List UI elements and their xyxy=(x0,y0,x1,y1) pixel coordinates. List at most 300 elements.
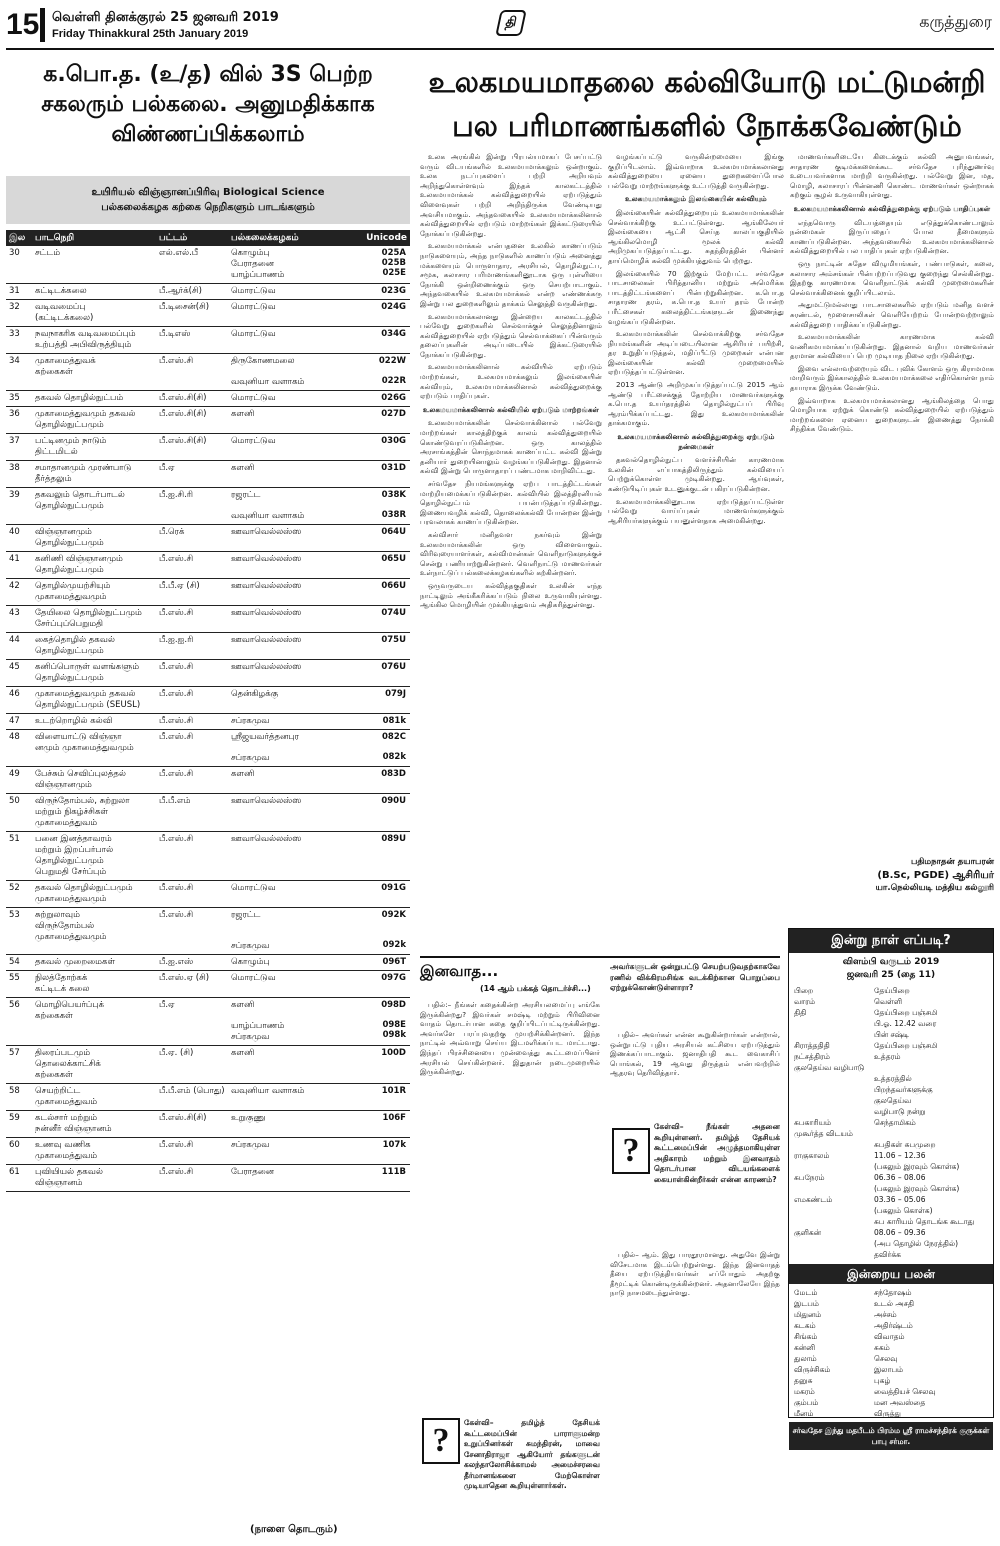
almanac-value: (பகலும் கொள்க) xyxy=(874,1206,933,1215)
university: வவுனியா வளாகம் xyxy=(228,1084,346,1111)
almanac-row xyxy=(789,1216,993,1227)
course-code: 082C 082k xyxy=(346,730,410,767)
almanac-label xyxy=(794,1106,874,1117)
article-column-2 xyxy=(608,152,784,932)
author-school: யா.நெல்லியடி மத்திய கல்லூரி xyxy=(875,883,994,893)
degree: பீ.எஸ்.சி(சி) xyxy=(156,434,228,461)
zodiac-row xyxy=(789,1309,993,1320)
degree: பீ.ஏ xyxy=(156,998,228,1046)
university: களனி xyxy=(228,461,346,488)
almanac-row xyxy=(789,1007,993,1018)
course-name: முகாமைத்துவமும் தகவல் தொழில்நுட்பமும் (SEUSL) xyxy=(32,687,156,714)
university: உறுகுணு xyxy=(228,1111,346,1138)
paragraph: பதில்– அவர்கள் என்ன கூறுகின்றார்கள் என்றால், ஒன்றுபட்டு புதிய அரசியல் கட்சியை ஏற்படுத்தும் இணக்கப்பாடாகும். ஜனாதிபதி கூட வைகாசிப் பொங்கல், 19 ஆவது திருத்தம் என்பவற்றில் ஆதரவு தெரிவித்தார். xyxy=(610,1030,780,1078)
course-name: பட்டினமும் நாடும் திட்டமிடல் xyxy=(32,434,156,461)
course-code: 091G xyxy=(346,881,410,908)
zodiac-sign: கன்னி xyxy=(794,1343,816,1352)
university: தென்கிழக்கு xyxy=(228,687,346,714)
paragraph: உலகமயமாக்கலானது இன்றைய காலகட்டத்தில் பல்வேறு துறைகளில் செல்வாக்குச் செலுத்தினாலும் கல்வித்துறையில் ஏற்படுத்தும் செல்வாக்கைப் பின்வரும் தலைப்புகளின் அடிப்படையில் இக்கட்டுரையில் நோக்கப்படுகின்றது. xyxy=(420,311,602,359)
page-number: 15 xyxy=(6,8,40,41)
column-subheading: உலகமயமாக்கலினால் கல்வியில் ஏற்படும் மாற்றங்கள் xyxy=(422,404,600,414)
university: சப்ரகமுவ xyxy=(228,714,346,730)
almanac-label: எமகண்டம் xyxy=(794,1195,833,1204)
zodiac-row xyxy=(789,1386,993,1397)
university: கொழும்பு xyxy=(228,955,346,971)
degree: பீ.ஐ.சி.ரி xyxy=(156,488,228,525)
paragraph: இலங்கையில் 70 இற்கும் மேற்பட்ட சர்வதேச பாடசாலைகள் பிரித்தானிய மற்றும் அமெரிக்க பாடத்திட்டங்களைப் பின்பற்றுகின்றன. க.பொ.த சாதாரண தரம், க.பொ.த உயர் தரம் போன்ற பரீட்சைகள் கலைத்திட்டங்களுடன் இணைந்து வழங்கப்படுகின்றன. xyxy=(608,268,784,326)
almanac-row xyxy=(789,1062,993,1073)
course-code: 026G xyxy=(346,391,410,407)
row-number: 32 xyxy=(6,300,32,327)
course-code: 107k xyxy=(346,1138,410,1165)
row-number: 36 xyxy=(6,407,32,434)
zodiac-sign: மேடம் xyxy=(794,1288,818,1297)
course-name: செயற்றிட்ட முகாமைத்துவம் xyxy=(32,1084,156,1111)
university: களனி xyxy=(228,407,346,434)
table-row xyxy=(6,687,410,714)
table-row xyxy=(6,391,410,407)
almanac-value: 08.06 – 09.36 xyxy=(874,1228,926,1237)
course-name: திரைப்படமும் தொலைக்காட்சிக் கற்கைகள் xyxy=(32,1046,156,1084)
almanac-label xyxy=(794,1205,874,1216)
question-mark-icon: ? xyxy=(422,1418,460,1464)
table-row xyxy=(6,1084,410,1111)
almanac-value: உத்தரத்தில் xyxy=(874,1074,912,1083)
course-name: கடல்சார் மற்றும் நன்னீர் விஞ்ஞானம் xyxy=(32,1111,156,1138)
row-number: 48 xyxy=(6,730,32,767)
row-number: 42 xyxy=(6,579,32,606)
zodiac-sign: தனுசு xyxy=(794,1376,813,1385)
course-name: மொழிபெயர்ப்புக் கற்கைகள் xyxy=(32,998,156,1046)
inavatham-continuation: (14 ஆம் பக்கத் தொடர்ச்சி...) xyxy=(480,984,591,993)
course-code: 065U xyxy=(346,552,410,579)
row-number: 31 xyxy=(6,284,32,300)
course-code: 083D xyxy=(346,767,410,794)
university: கொழும்பு பேராதனை யாழ்ப்பாணம் xyxy=(228,246,346,284)
zodiac-row xyxy=(789,1331,993,1342)
course-name: தகவல் தொழில்நுட்பமும் முகாமைத்துவமும் xyxy=(32,881,156,908)
university: பேராதனை xyxy=(228,1165,346,1192)
degree: பீ.எஸ்.சி xyxy=(156,687,228,714)
question-mark-icon: ? xyxy=(612,1128,650,1174)
newspaper-logo-icon: தி xyxy=(495,10,527,36)
degree: பீ.எஸ்.ஏ (சி) xyxy=(156,971,228,998)
article-column-1 xyxy=(420,152,602,852)
university: ரஜரட்ட சப்ரகமுவ xyxy=(228,908,346,955)
table-row xyxy=(6,488,410,525)
zodiac-row xyxy=(789,1397,993,1408)
almanac-value: 03.36 – 05.06 xyxy=(874,1195,926,1204)
almanac-title: இன்று நாள் எப்படி? xyxy=(789,929,993,953)
degree: பீ.எஸ்.சி xyxy=(156,1165,228,1192)
degree: பீ.எஸ்.சி(சி) xyxy=(156,1111,228,1138)
header-rule xyxy=(6,48,994,50)
course-name: புவியியல் தகவல் விஞ்ஞானம் xyxy=(32,1165,156,1192)
almanac-row xyxy=(789,1183,993,1194)
course-name: பனை இனத்தாவரம் மற்றும் இறப்பர்பால் தொழில்நுட்பமும் பெறுமதி சேர்ப்பும் xyxy=(32,832,156,881)
zodiac-sign: மிதுனம் xyxy=(794,1310,822,1319)
university: மொரட்டுவ xyxy=(228,434,346,461)
course-code: 106F xyxy=(346,1111,410,1138)
paragraph: சர்வதேச நியமங்களுக்கு ஏற்ப பாடத்திட்டங்கள் மாற்றியமைக்கப்படுகின்றன. கல்வியில் இலத்திரனியல் தொழில்நுட்பம் பயன்படுத்தப்படுகின்றது. இணையவழிக் கல்வி, தொலைக்கல்வி போன்றன இன்று பரவலாகக் காணப்படுகின்றன. xyxy=(420,479,602,527)
degree: பீ.எஸ்.சி xyxy=(156,832,228,881)
university: ஊவாவெல்லஸ்ஸ xyxy=(228,552,346,579)
author-title: (B.Sc, PGDE) ஆசிரியர் xyxy=(877,870,994,881)
almanac-value: வெள்ளி xyxy=(874,997,903,1006)
table-row xyxy=(6,606,410,633)
degree: பீ.எஸ்.சி xyxy=(156,881,228,908)
table-row xyxy=(6,354,410,391)
row-number: 35 xyxy=(6,391,32,407)
course-name: தேயிலை தொழில்நுட்பமும் சேர்ப்புப்பெறுமதி xyxy=(32,606,156,633)
course-name: கனிப்பொருள் வளங்களும் தொழில்நுட்பமும் xyxy=(32,660,156,687)
almanac-label xyxy=(794,1238,874,1249)
zodiac-forecast: சந்தோஷம் xyxy=(874,1288,912,1297)
author-block xyxy=(790,856,994,895)
paragraph: 2013 ஆண்டு அறிமுகப்படுத்தப்பட்டு 2015 ஆம் ஆண்டு பரீட்சைக்குத் தோற்றிய மாணவர்களுக்கு க.பொ.த உயர்தரத்தில் தொழில்நுட்பப் பிரிவு ஆரம்பிக்கப்பட்டது. இது உலகமயமாக்கலின் தாக்கமாகும். xyxy=(608,380,784,428)
degree: பீ.பீ.எம் xyxy=(156,794,228,832)
author-name: பதிமநாதன் தயாபரன் xyxy=(911,857,994,867)
university: ஊவாவெல்லஸ்ஸ xyxy=(228,633,346,660)
row-number: 45 xyxy=(6,660,32,687)
inavatham-col2b xyxy=(610,1250,780,1301)
section-title: கருத்துரை xyxy=(919,12,992,31)
university: திருகோணமலை வவுனியா வளாகம் xyxy=(228,354,346,391)
course-name: உணவு வணிக முகாமைத்துவம் xyxy=(32,1138,156,1165)
zodiac-sign: துலாம் xyxy=(794,1354,817,1363)
paragraph: இவ்வாறாக உலகமயமாக்கலானது ஆங்கிலத்தை பொது மொழியாக ஏற்றுக் கொண்டு கல்வித்துறையில் ஏற்படுத்தும் மாற்றங்களை ஏனைய துறைகளுடன் இணைத்து நோக்கி சிந்திக்க வேண்டும். xyxy=(790,395,994,434)
university: ஊவாவெல்லஸ்ஸ xyxy=(228,579,346,606)
course-name: நவநாகரிக வடிவமைப்பும் உற்பத்தி அபிவிருத்தியும் xyxy=(32,327,156,354)
paragraph: வழங்கப்பட்டு வருகின்றமையை இங்கு குறிப்பிடலாம். இவ்வாறாக உலகமயமாக்கலானது கல்வித்துறையை ஏனைய துறைகளைப்போல பல்வேறு மாற்றங்களுக்கு உட்படுத்தி வருகின்றது. xyxy=(608,152,784,190)
zodiac-forecast: இலாபம் xyxy=(874,1365,904,1374)
question-2: கேள்வி– நீங்கள் அதனை கூறியுள்ளனர். தமிழ்த் தேசியக் கூட்டமைப்பின் அழுத்தமாகியுள்ள அதிகாரம் மற்றும் இனவாதம் தொடர்பான விடயங்களைக் கையாள்கின்றீர்கள் என்ன காரணம்? xyxy=(654,1122,780,1184)
table-subheading-box xyxy=(6,176,410,224)
degree: பீ.பீ.எம் (பொது) xyxy=(156,1084,228,1111)
course-name: கைத்தொழில் தகவல் தொழில்நுட்பமும் xyxy=(32,633,156,660)
course-code: 092K 092k xyxy=(346,908,410,955)
paragraph: இவை எல்லாவற்றையும் விட புவிக் கோளம் ஒரு கிராமமாக மாறிவரும் இக்காலத்தில் உலகமயமாக்கலை எதிர்கொள்ள நாம் தயாராக இருக்க வேண்டும். xyxy=(790,363,994,393)
row-number: 37 xyxy=(6,434,32,461)
course-name: உடற்றொழில் கல்வி xyxy=(32,714,156,730)
university: சப்ரகமுவ xyxy=(228,1138,346,1165)
course-code: 079J xyxy=(346,687,410,714)
almanac-row xyxy=(789,1029,993,1040)
zodiac-sign: மீனம் xyxy=(794,1409,814,1418)
row-number: 39 xyxy=(6,488,32,525)
row-number: 30 xyxy=(6,246,32,284)
degree: பீ.எஸ்.சி xyxy=(156,552,228,579)
course-code: 096T xyxy=(346,955,410,971)
right-headline-line: உலகமயமாதலை கல்வியோடு மட்டுமன்றி xyxy=(428,65,986,99)
row-number: 51 xyxy=(6,832,32,881)
column-header: பாடநெறி xyxy=(32,230,156,246)
course-code: 024G xyxy=(346,300,410,327)
continued-note: (நாளை தொடரும்) xyxy=(250,1524,338,1535)
course-name: தகவல் முறைமைகள் xyxy=(32,955,156,971)
table-row xyxy=(6,1111,410,1138)
almanac-value: பி.ஓ. 12.42 வரை xyxy=(874,1019,937,1028)
almanac-row xyxy=(789,1227,993,1238)
table-row xyxy=(6,767,410,794)
almanac-label xyxy=(794,1095,874,1106)
course-name: நிலத்தோற்கக் கட்டிடக் கலை xyxy=(32,971,156,998)
university: ஊவாவெல்லஸ்ஸ xyxy=(228,525,346,552)
almanac-label xyxy=(794,1139,874,1150)
paragraph: ஒரு நாட்டின் சுதேச விழுமியங்கள், பண்பாடுகள், கலை, கலாசார அம்சங்கள் பின்பற்றப்படுவது குறைந்து செல்கின்றது. இதற்கு காரணமாக வெளிநாட்டுக் கல்வி முறைமைகளின் செல்வாக்கினைக் குறிப்பிடலாம். xyxy=(790,258,994,297)
zodiac-forecast: வைத்தியச் செலவு xyxy=(874,1387,936,1396)
paragraph: உலகமயமாக்கலினூடாக ஏற்படுத்தப்பட்டுள்ள பல்வேறு வாய்ப்புகள் மாணவர்களுக்கும் ஆசிரியர்களுக்கும் பயனுள்ளதாக அமைகின்றது. xyxy=(608,496,784,525)
table-row xyxy=(6,246,410,284)
row-number: 44 xyxy=(6,633,32,660)
paragraph: உலகமயமாக்கலின் காரணமாக கல்வி வணிகமயமாக்கப்படுகின்றது. இதனால் வறிய மாணவர்கள் தரமான கல்வியைப் பெற முடியாத நிலை ஏற்படுகின்றது. xyxy=(790,332,994,361)
course-code: 089U xyxy=(346,832,410,881)
inavatham-col2 xyxy=(610,1030,780,1081)
degree: பீ.எஸ்.சி xyxy=(156,1138,228,1165)
course-code: 101R xyxy=(346,1084,410,1111)
course-code: 097G xyxy=(346,971,410,998)
table-row xyxy=(6,730,410,767)
column-header: பட்டம் xyxy=(156,230,228,246)
zodiac-row xyxy=(789,1364,993,1375)
university: மொரட்டுவ xyxy=(228,327,346,354)
almanac-row xyxy=(789,985,993,996)
almanac-row xyxy=(789,1018,993,1029)
table-row xyxy=(6,794,410,832)
table-subheading: உயிரியல் விஞ்ஞானப்பிரிவு Biological Science xyxy=(91,187,325,198)
paragraph: ஒருவருடைய கல்வித்தகுதிகள் உலகின் எந்த நாட்டிலும் அங்கீகரிக்கப்படும் நிலை உருவாகியுள்ளது. ஆங்கில மொழியின் முக்கியத்துவம் அதிகரித்துள்ளது. xyxy=(420,580,602,610)
table-row xyxy=(6,1046,410,1084)
paragraph: கல்விசார் மனிதவள நகர்வும் இன்று உலகமயமாக்கலின் ஒரு விளைவாகும். விரிவுரையாளர்கள், கல்விமான்கள் வெளிநாடுகளுக்குச் சென்று பணியாற்றுகின்றனர். வெளிநாட்டு மாணவர்கள் உள்நாட்டுப் பல்கலைக்கழகங்களில் கற்கின்றனர். xyxy=(420,529,602,578)
almanac-value: தேய்பிறை xyxy=(874,986,910,995)
paragraph: பதில்:– நீங்கள் கதைக்கின்ற அரசியலமைப்பு எங்கே இருக்கின்றது? இவர்கள் சமஷ்டி மற்றும் பிரிவினை வாதம் தொடர்பான கதை குறிப்பிடப்பட்டிருக்கின்றது. அவர்களே பரப்புவதற்கு முயற்சிக்கின்றனர். இந்த நாட்டில் அவ்வாறு செய்ய இடமளிக்கப்பட மாட்டாது. இந்தப் பிரச்சினையை முன்வைத்து கூட்டமைப்பினர் அரசியல் செய்கின்றனர். இதுதான் நடைமுறையில் இருக்கின்றது. xyxy=(420,1000,600,1077)
almanac-row xyxy=(789,996,993,1007)
course-name: பேச்சும் செவிப்புலத்தல் விஞ்ஞானமும் xyxy=(32,767,156,794)
university: மொரட்டுவ xyxy=(228,971,346,998)
degree: பீ.ஐ.எஸ் xyxy=(156,955,228,971)
university: ஊவாவெல்லஸ்ஸ xyxy=(228,832,346,881)
course-name: தகவல் தொழில்நுட்பம் xyxy=(32,391,156,407)
zodiac-sign: இடபம் xyxy=(794,1299,819,1308)
course-name: முகாமைத்துவமும் தகவல் தொழில்நுட்பமும் xyxy=(32,407,156,434)
almanac-label: திதி xyxy=(794,1008,807,1017)
course-name: தகவலும் தொடர்பாடல் தொழில்நுட்பமும் xyxy=(32,488,156,525)
row-number: 34 xyxy=(6,354,32,391)
almanac-label xyxy=(794,1216,874,1227)
almanac-value: (பகலும் இரவும் கொள்க) xyxy=(874,1162,960,1171)
almanac-date: ஜனவரி 25 (தை 11) xyxy=(846,970,936,980)
row-number: 43 xyxy=(6,606,32,633)
course-name: தொழில்முயற்சியும் முகாமைத்துவமும் xyxy=(32,579,156,606)
course-code: 100D xyxy=(346,1046,410,1084)
header-date-tamil: வெள்ளி தினக்குரல் 25 ஜனவரி 2019 xyxy=(52,10,279,25)
almanac-value: தேய்பிறை பஞ்சமி xyxy=(874,1008,938,1017)
almanac-row xyxy=(789,1150,993,1161)
left-headline-line: க.பொ.த. (உ/த) வில் 3S பெற்ற xyxy=(43,62,373,87)
degree: பீ.எஸ்.சி(சி) xyxy=(156,391,228,407)
row-number: 41 xyxy=(6,552,32,579)
zodiac-row xyxy=(789,1287,993,1298)
course-code: 075U xyxy=(346,633,410,660)
table-row xyxy=(6,633,410,660)
almanac-row xyxy=(789,1095,993,1106)
table-row xyxy=(6,434,410,461)
right-headline-line: பல பரிமாணங்களில் நோக்கவேண்டும் xyxy=(452,109,962,143)
degree: பீ.எஸ்.சி(சி) xyxy=(156,407,228,434)
course-code: 081k xyxy=(346,714,410,730)
degree: பீ.எஸ்.சி xyxy=(156,660,228,687)
degree: பீ.டிஎஸ் xyxy=(156,327,228,354)
degree: பீ.எஸ்.சி xyxy=(156,730,228,767)
table-row xyxy=(6,660,410,687)
header-date-english: Friday Thinakkural 25th January 2019 xyxy=(52,28,249,40)
paragraph: உலகமயமாக்கல் என்பதனை உலகில் காணப்படும் நாடுகளையும், அந்த நாடுகளில் காணப்படும் அனைத்து மக்களையும் பொருளாதார, அரசியல், தொழில்நுட்ப, சமூக, கலாசார பரிமாணங்களினூடாக ஒரு புள்ளியை நோக்கி ஒன்றிணைக்கும் ஒரு செயற்பாடாகும். அந்தவகையில் உலகமயமாக்கல் என்ற எண்ணக்கரு இன்று பல துறைகளிலும் தாக்கம் செலுத்தி வருகின்றது. xyxy=(420,241,602,308)
course-code: 066U xyxy=(346,579,410,606)
almanac-row xyxy=(789,1172,993,1183)
courses-table xyxy=(6,230,410,1192)
table-row xyxy=(6,407,410,434)
almanac-label xyxy=(794,1161,874,1172)
almanac-value: (பகலும் இரவும் கொள்க) xyxy=(874,1184,960,1193)
row-number: 55 xyxy=(6,971,32,998)
course-code: 038K 038R xyxy=(346,488,410,525)
almanac-value: தேய்பிறை பஞ்சமி xyxy=(874,1041,938,1050)
almanac-footer: சர்வதேச இந்து மதபீடம் பிரம்ம ஸ்ரீ ராமச்சந்திரக் குருக்கள் பாபு சர்மா. xyxy=(789,1422,993,1450)
almanac-row xyxy=(789,1106,993,1117)
degree: பீ.ஐ.ஐ.ரி xyxy=(156,633,228,660)
degree: பீ.ஏ. (சி) xyxy=(156,1046,228,1084)
almanac-row xyxy=(789,1073,993,1084)
course-name: விருந்தோம்பல், சுற்றுலா மற்றும் நிகழ்ச்சிகள் முகாமைத்துவம் xyxy=(32,794,156,832)
table-row xyxy=(6,908,410,955)
article-divider xyxy=(420,956,780,958)
left-headline-line: சகலரும் பல்கலை. அனுமதிக்காக xyxy=(41,92,375,117)
question-continued: அவர்களுடன் ஒன்றுபட்டு செயற்படுவதற்காகவே ரணில் விக்கிரமசிங்க வடக்கிற்கான பொறுப்பை ஏற்றுக்கொண்டுள்ளாரா? xyxy=(610,962,780,992)
row-number: 56 xyxy=(6,998,32,1046)
almanac-row xyxy=(789,1084,993,1095)
degree: பீ.ஏ xyxy=(156,461,228,488)
paragraph: மாணவர்களிடையே கிடைக்கும் கல்வி அனுபவங்கள், சாதாரண குடிமக்களைக்கூட சர்வதேச புரிந்துணர்வு உடையவர்களாக மாற்றி வருகின்றது. பல்வேறு இன, மத, மொழி, கலாசாரப் பின்னணி கொண்ட மாணவர்கள் ஒன்றாகக் கற்கும் சூழல் உருவாகியுள்ளது. xyxy=(790,152,994,200)
left-headline-line: விண்ணப்பிக்கலாம் xyxy=(111,122,305,147)
column-subheading: உலகமயமாக்கலினால் கல்வித்துறைக்கு ஏற்படும் நன்மைகள் xyxy=(617,432,775,451)
row-number: 53 xyxy=(6,908,32,955)
row-number: 40 xyxy=(6,525,32,552)
table-row xyxy=(6,1165,410,1192)
almanac-value: பின் சஷ்டி xyxy=(874,1030,910,1039)
course-name: விளையாட்டு விஞ்ஞா னமும் முகாமைத்துவமும் xyxy=(32,730,156,767)
paragraph: இலங்கையின் கல்வித்துறையும் உலகமயமாக்கலின் செல்வாக்கிற்கு உட்பட்டுள்ளது. ஆங்கிலேயர் இலங்கையை ஆட்சி செய்த காலப்பகுதியில் ஆங்கிலமொழி மூலக் கல்வி அறிமுகப்படுத்தப்பட்டது. சுதந்திரத்தின் பின்னர் தாய்மொழிக் கல்வி முக்கியத்துவம் பெற்றது. xyxy=(608,207,784,265)
almanac-row xyxy=(789,1238,993,1249)
almanac-label: சிராத்ததிதி xyxy=(794,1041,830,1050)
table-row xyxy=(6,284,410,300)
left-headline xyxy=(6,60,410,150)
almanac-box xyxy=(788,928,994,1446)
table-row xyxy=(6,552,410,579)
course-code: 025A 025B 025E xyxy=(346,246,410,284)
paragraph: உலகமயமாக்கலின் செல்வாக்கினால் பல்வேறு மாற்றங்கள் காலத்திற்குக் காலம் கல்வித்துறையில் கொண்டுவரப்படுகின்றன. ஒரு காலத்தில் அரசாங்கத்தின் சொந்தமாகக் காணப்பட்ட கல்வி இன்று தனியார் துறையினாலும் வழங்கப்படுகின்றது. இதனால் கல்வி இன்று பொருளாதாரப் பண்டமாக மாறிவிட்டது. xyxy=(420,418,602,476)
university: ஊவாவெல்லஸ்ஸ xyxy=(228,794,346,832)
table-row xyxy=(6,1138,410,1165)
table-row xyxy=(6,955,410,971)
university: களனி xyxy=(228,1046,346,1084)
zodiac-row xyxy=(789,1408,993,1419)
course-code: 031D xyxy=(346,461,410,488)
almanac-row xyxy=(789,1161,993,1172)
degree: பீ.டிசைன்(சி) xyxy=(156,300,228,327)
paragraph: எந்தவொரு விடயத்தையும் எடுத்துக்கொண்டாலும் நன்மைகள் இருப்பதைப் போல தீமைகளும் காணப்படுகின்றன. அந்தவகையில் உலகமயமாக்கலினால் கல்வித்துறையில் பல பாதிப்புகள் ஏற்படுகின்றன. xyxy=(790,217,994,256)
almanac-label: சுபகாரியம் xyxy=(794,1118,832,1127)
table-row xyxy=(6,327,410,354)
row-number: 49 xyxy=(6,767,32,794)
inavatham-title: இனவாத... xyxy=(420,962,499,980)
almanac-label: ராகுகாலம் xyxy=(794,1151,830,1160)
almanac-label: முகூர்த்த விடயம் xyxy=(794,1129,853,1138)
almanac-value: சுப காரியம் தொடங்க கூடாது xyxy=(874,1217,975,1226)
course-name: வடிவமைப்பு (கட்டிடக்கலை) xyxy=(32,300,156,327)
course-name: கனிணி விஞ்ஞானமும் தொழில்நுட்பமும் xyxy=(32,552,156,579)
row-number: 46 xyxy=(6,687,32,714)
zodiac-sign: மகரம் xyxy=(794,1387,815,1396)
zodiac-row xyxy=(789,1298,993,1309)
almanac-label xyxy=(794,1018,874,1029)
almanac-label xyxy=(794,1249,874,1260)
zodiac-sign: சிங்கம் xyxy=(794,1332,818,1341)
almanac-value: (அப தொழில் நேரத்தில்) xyxy=(874,1239,959,1248)
zodiac-row xyxy=(789,1320,993,1331)
university: மொரட்டுவ xyxy=(228,881,346,908)
almanac-row xyxy=(789,1051,993,1062)
degree: பீ.எஸ்.சி xyxy=(156,767,228,794)
almanac-label xyxy=(794,1084,874,1095)
course-code: 076U xyxy=(346,660,410,687)
almanac-row xyxy=(789,1040,993,1051)
almanac-row xyxy=(789,1205,993,1216)
zodiac-forecast: விவாதம் xyxy=(874,1332,905,1341)
table-row xyxy=(6,971,410,998)
course-name: சமாதானமும் முரண்பாடு தீர்த்தலும் xyxy=(32,461,156,488)
row-number: 33 xyxy=(6,327,32,354)
almanac-value: 11.06 – 12.36 xyxy=(874,1151,926,1160)
row-number: 61 xyxy=(6,1165,32,1192)
zodiac-forecast: விருத்து xyxy=(874,1409,901,1418)
paragraph: உலக அரங்கில் இன்று பிரபல்யமாகப் பேசப்பட்டு வரும் விடயங்களில் உலகமயமாக்கலும் ஒன்றாகும். உலக நடப்புகளைப் பற்றி அறியவும் அறிந்துகொள்ளவும் இந்தக் காலகட்டத்தில் உலகமயமாக்கல் கல்வித்துறையில் ஏற்படுத்தும் விளைவுகள் பற்றி அறிந்திருக்க வேண்டியது அவசியமாகும். அந்தவகையில் உலகமயமாக்கலினால் கல்வித்துறையில் ஏற்படும் மாற்றங்கள் இக்கட்டுரையில் நோக்கப்படுகின்றது. xyxy=(420,152,602,238)
almanac-label xyxy=(794,1029,874,1040)
zodiac-row xyxy=(789,1375,993,1386)
almanac-value: செந்தாமிகம் xyxy=(874,1118,916,1127)
degree: பீ.ஆர்க்(சி) xyxy=(156,284,228,300)
column-subheading: உலகமயமாக்கலினால் கல்வித்துறைக்கு ஏற்படும் பாதிப்புகள் xyxy=(793,203,991,213)
almanac-value: பிறந்தவர்களுக்கு xyxy=(874,1085,933,1094)
row-number: 47 xyxy=(6,714,32,730)
university: களனி யாழ்ப்பாணம் சப்ரகமுவ xyxy=(228,998,346,1046)
almanac-label: நட்சத்திரம் xyxy=(794,1052,830,1061)
zodiac-sign: கடகம் xyxy=(794,1321,816,1330)
table-row xyxy=(6,881,410,908)
degree: பீ.எஸ்.சி xyxy=(156,714,228,730)
course-code: 030G xyxy=(346,434,410,461)
paragraph: பதில்– ஆம். இது பாரதூரமானது. அதுவே இன்று விசேடமாக இடம்பெற்றுள்ளது. இந்த இனவாதத் தீயை ஏற்படுத்தியவர்கள் எப்போதும் அதற்கு தீமூட்டிக் கொண்டிருக்கின்றனர். அதனாலேயே இந்த நாடு நாசமடைந்துள்ளது. xyxy=(610,1250,780,1298)
question-1: கேள்வி– தமிழ்த் தேசியக் கூட்டமைப்பின் பாராளுமன்ற உறுப்பினர்கள் சுமந்திரன், மாவை சேனாதிராஜா ஆகியோர் தங்களுடன் கலந்தாலோசிக்காமல் அமைச்சரவை தீர்மானங்களை மேற்கொள்ள முடியாதென கூறியுள்ளார்கள். xyxy=(464,1418,600,1490)
row-number: 57 xyxy=(6,1046,32,1084)
degree: எல்.எல்.பீ xyxy=(156,246,228,284)
almanac-label: வாரம் xyxy=(794,997,816,1006)
zodiac-forecast: உடல் அசதி xyxy=(874,1299,915,1308)
university: ஸ்ரீஜயவர்த்தனபுர சப்ரகமுவ xyxy=(228,730,346,767)
university: மொரட்டுவ xyxy=(228,284,346,300)
zodiac-sign: விருச்சிகம் xyxy=(794,1365,831,1374)
almanac-value: சுபதிகள் சுபமுறை xyxy=(874,1140,936,1149)
course-code: 027D xyxy=(346,407,410,434)
